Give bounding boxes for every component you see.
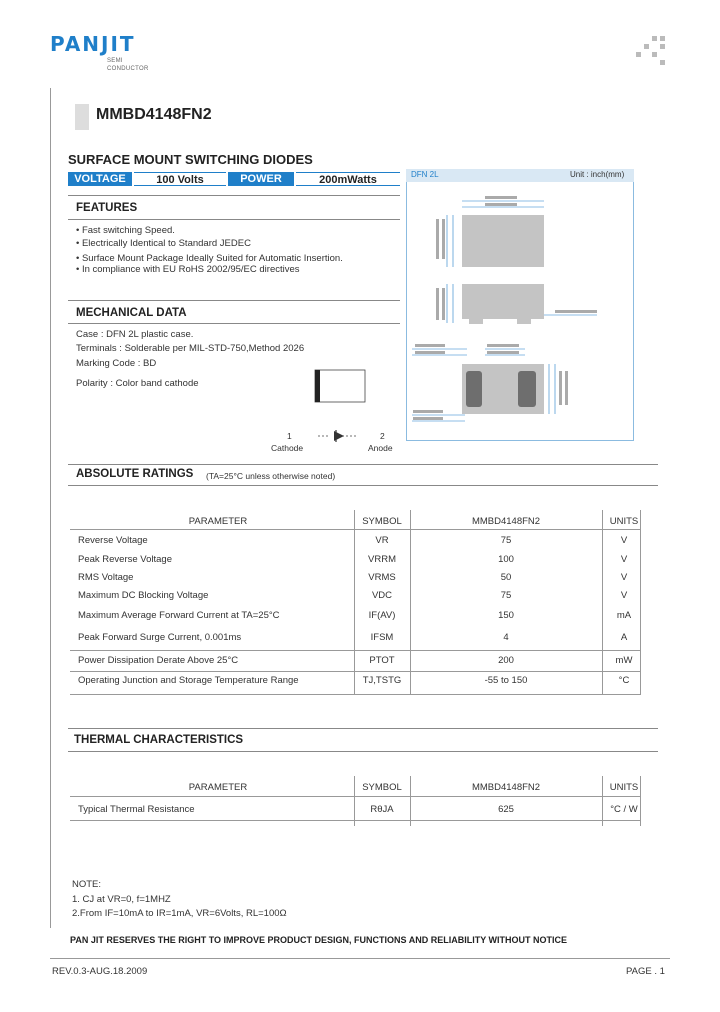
logo-pan: PAN (50, 32, 102, 56)
part-number-title: MMBD4148FN2 (96, 106, 212, 123)
table-header-cell: SYMBOL (362, 516, 402, 527)
feature-item: • In compliance with EU RoHS 2002/95/EC directives (76, 264, 300, 275)
footer-rule (50, 958, 670, 959)
table-cell: Operating Junction and Storage Temperature Range (78, 675, 299, 686)
table-cell: 625 (498, 804, 514, 815)
pin1-number: 1 (287, 431, 292, 441)
features-bottom-rule (68, 219, 400, 220)
table-cell: VR (375, 535, 389, 546)
mechanical-bottom-rule (68, 323, 400, 324)
table-row-rule (70, 650, 640, 651)
table-cell: Peak Forward Surge Current, 0.001ms (78, 632, 242, 643)
package-drawing (407, 183, 633, 439)
table-cell: IF(AV) (368, 610, 396, 621)
feature-item: • Fast switching Speed. (76, 225, 175, 236)
table-cell: Power Dissipation Derate Above 25°C (78, 655, 239, 666)
table-row-rule (70, 529, 640, 530)
table-header-cell: SYMBOL (362, 782, 402, 793)
table-cell: VRMS (368, 572, 396, 583)
corner-dots-decoration (636, 36, 672, 66)
absolute-ratings-table (70, 510, 640, 695)
spec-voltage-value: 100 Volts (134, 172, 226, 186)
abs-bottom-rule (68, 485, 658, 486)
table-cell: V (620, 590, 628, 601)
table-column-rule (410, 510, 411, 695)
table-header-cell: MMBD4148FN2 (471, 782, 541, 793)
table-cell: mA (616, 610, 632, 621)
features-top-rule (68, 195, 400, 196)
mechanical-title: MECHANICAL DATA (76, 307, 187, 319)
table-header-cell: PARAMETER (188, 782, 248, 793)
footer-revision: REV.0.3-AUG.18.2009 (52, 966, 148, 977)
table-cell: 50 (500, 572, 512, 583)
table-cell: A (620, 632, 628, 643)
table-cell: 4 (503, 632, 509, 643)
mechanical-item: Polarity : Color band cathode (76, 378, 199, 389)
table-cell: 75 (500, 535, 512, 546)
table-cell: 100 (498, 554, 514, 565)
package-units: Unit : inch(mm) (570, 170, 625, 179)
table-header-cell: PARAMETER (188, 516, 248, 527)
notes-title: NOTE: (72, 879, 102, 890)
table-cell: V (620, 572, 628, 583)
logo-sub-conductor: CONDUCTOR (107, 66, 149, 72)
note-item: 1. CJ at VR=0, f=1MHZ (72, 894, 171, 905)
abs-ratings-title: ABSOLUTE RATINGS (76, 468, 194, 480)
table-cell: 150 (498, 610, 514, 621)
table-cell: 200 (498, 655, 514, 666)
logo-sub-semi: SEMI (107, 58, 123, 64)
table-header-cell: UNITS (609, 516, 639, 527)
table-cell: IFSM (370, 632, 394, 643)
title-accent-box (75, 104, 89, 130)
feature-item: • Electrically Identical to Standard JEDEC (76, 238, 251, 249)
spec-power-value: 200mWatts (296, 172, 400, 186)
table-cell: °C (618, 675, 630, 686)
thermal-table (70, 776, 640, 826)
table-row-rule (70, 820, 640, 821)
features-title: FEATURES (76, 202, 138, 214)
table-cell: RMS Voltage (78, 572, 134, 583)
package-label: DFN 2L (411, 170, 439, 179)
table-header-cell: UNITS (609, 782, 639, 793)
table-row-rule (70, 796, 640, 797)
footer-page: PAGE . 1 (626, 966, 665, 977)
pin1-label: Cathode (271, 443, 304, 453)
table-cell: -55 to 150 (484, 675, 528, 686)
panjit-logo (50, 32, 160, 78)
mechanical-item: Terminals : Solderable per MIL-STD-750,Method 2026 (76, 343, 305, 354)
mechanical-top-rule (68, 300, 400, 301)
table-cell: 75 (500, 590, 512, 601)
table-cell: V (620, 554, 628, 565)
subtitle: SURFACE MOUNT SWITCHING DIODES (68, 152, 313, 167)
table-cell: VRRM (368, 554, 396, 565)
disclaimer: PAN JIT RESERVES THE RIGHT TO IMPROVE PRODUCT DESIGN, FUNCTIONS AND RELIABILITY WITHOUT NOTICE (70, 935, 568, 945)
table-cell: Maximum Average Forward Current at TA=25°C (78, 610, 280, 621)
polarity-band-symbol (310, 368, 370, 408)
thermal-top-rule (68, 728, 658, 729)
abs-top-rule (68, 464, 658, 465)
table-column-rule (640, 510, 641, 695)
pin2-label: Anode (368, 443, 393, 453)
table-column-rule (640, 776, 641, 826)
mechanical-item: Case : DFN 2L plastic case. (76, 329, 194, 340)
table-cell: Maximum DC Blocking Voltage (78, 590, 209, 601)
table-row-rule (70, 671, 640, 672)
table-cell: TJ,TSTG (362, 675, 402, 686)
table-cell: Peak Reverse Voltage (78, 554, 173, 565)
thermal-title: THERMAL CHARACTERISTICS (74, 734, 244, 746)
pin2-number: 2 (380, 431, 385, 441)
table-row-rule (70, 694, 640, 695)
table-column-rule (354, 510, 355, 695)
left-rule (50, 88, 51, 928)
abs-ratings-note: (TA=25°C unless otherwise noted) (206, 471, 336, 481)
table-cell: Typical Thermal Resistance (78, 804, 195, 815)
logo-jit: JIT (101, 32, 136, 56)
spec-power-label: POWER (228, 172, 294, 186)
spec-voltage-label: VOLTAGE (68, 172, 132, 186)
table-column-rule (602, 776, 603, 826)
table-column-rule (410, 776, 411, 826)
table-cell: °C / W (610, 804, 638, 815)
feature-item: • Surface Mount Package Ideally Suited for Automatic Insertion. (76, 253, 343, 264)
table-cell: V (620, 535, 628, 546)
table-cell: PTOT (369, 655, 395, 666)
thermal-bottom-rule (68, 751, 658, 752)
table-cell: RθJA (370, 804, 394, 815)
table-cell: Reverse Voltage (78, 535, 148, 546)
table-column-rule (602, 510, 603, 695)
table-cell: mW (615, 655, 633, 666)
table-column-rule (354, 776, 355, 826)
table-header-cell: MMBD4148FN2 (471, 516, 541, 527)
mechanical-item: Marking Code : BD (76, 358, 157, 369)
note-item: 2.From IF=10mA to IR=1mA, VR=6Volts, RL=100Ω (72, 908, 287, 919)
table-cell: VDC (371, 590, 393, 601)
